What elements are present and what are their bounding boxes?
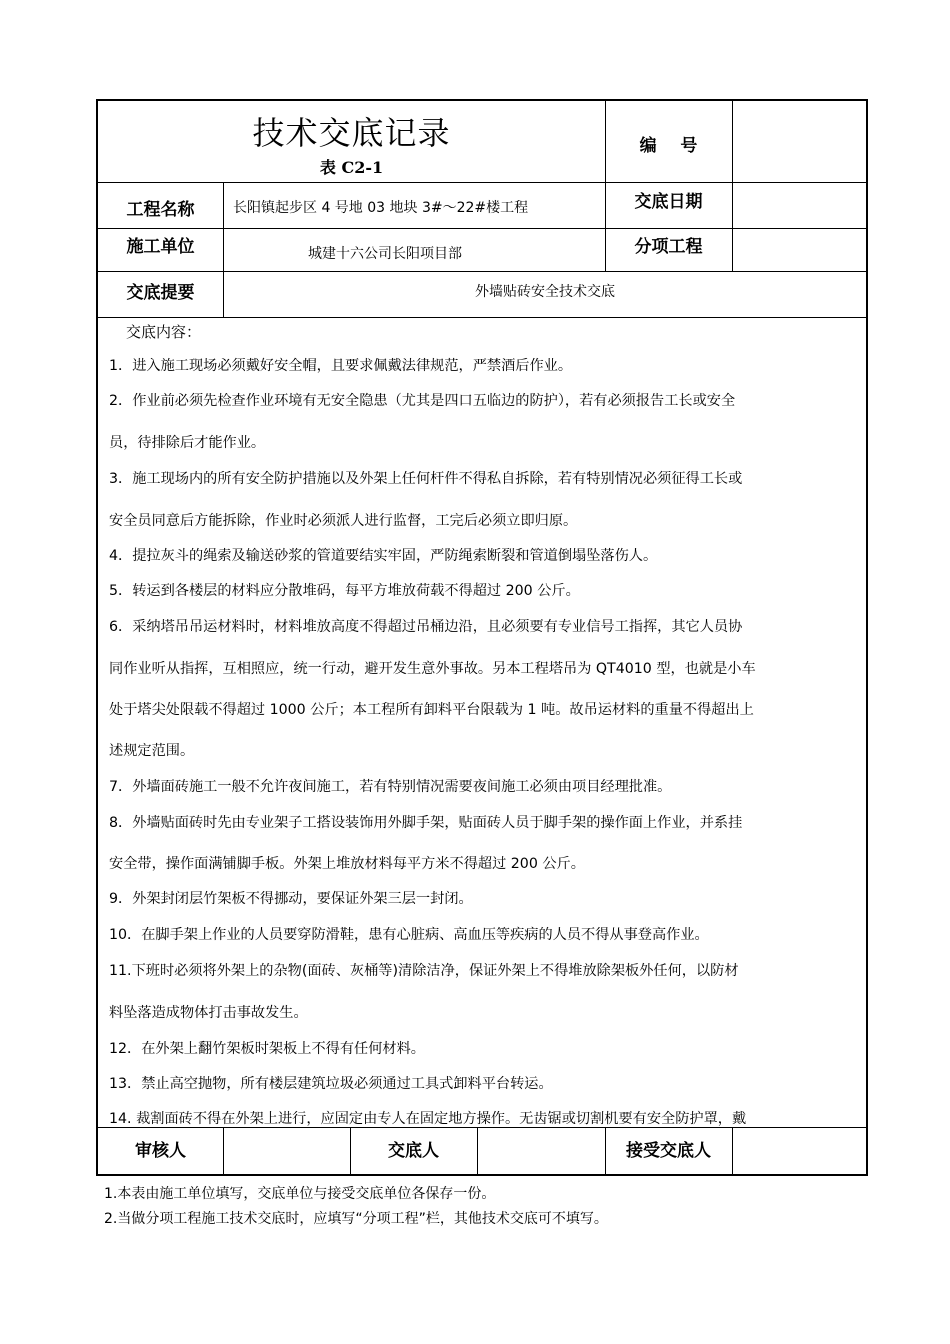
project-name-value: 长阳镇起步区 4 号地 03 地块 3#～22#楼工程	[233, 200, 529, 216]
content-line: 7．外墙面砖施工一般不允许夜间施工，若有特别情况需要夜间施工必须由项目经理批准。	[109, 779, 672, 795]
summary-label: 交底提要	[126, 283, 195, 303]
content-line: 员，待排除后才能作业。	[109, 435, 266, 451]
content-line: 8．外墙贴面砖时先由专业架子工搭设装饰用外脚手架，贴面砖人员于脚手架的操作面上作业，并系挂	[109, 815, 743, 831]
content-line: 同作业听从指挥，互相照应，统一行动，避开发生意外事故。另本工程塔吊为 QT4010 型，也就是小车	[109, 661, 756, 677]
content-line: 料坠落造成物体打击事故发生。	[109, 1005, 308, 1021]
content-line: 10．在脚手架上作业的人员要穿防滑鞋，患有心脏病、高血压等疾病的人员不得从事登高作业。	[109, 927, 709, 943]
row-divider	[98, 182, 866, 183]
presenter-label: 交底人	[388, 1141, 439, 1161]
col-divider	[223, 1127, 224, 1176]
project-name-label: 工程名称	[126, 200, 195, 220]
footnote: 1.本表由施工单位填写，交底单位与接受交底单位各保存一份。	[104, 1186, 496, 1202]
row-divider	[98, 271, 866, 272]
content-line: 4．提拉灰斗的绳索及输送砂浆的管道要结实牢固，严防绳索断裂和管道倒塌坠落伤人。	[109, 548, 658, 564]
content-line: 11.下班时必须将外架上的杂物(面砖、灰桶等)清除洁净，保证外架上不得堆放除架板外任何，以防材	[109, 963, 739, 979]
subitem-label: 分项工程	[634, 237, 703, 257]
row-divider	[98, 228, 866, 229]
content-line: 12．在外架上翻竹架板时架板上不得有任何材料。	[109, 1041, 425, 1057]
row-divider	[98, 1127, 866, 1128]
content-line: 9．外架封闭层竹架板不得挪动，要保证外架三层一封闭。	[109, 891, 473, 907]
technical-disclosure-form	[96, 99, 868, 1176]
col-divider	[477, 1127, 478, 1176]
number-label: 编 号	[639, 136, 698, 156]
content-line: 述规定范围。	[109, 743, 195, 759]
content-line: 6．采纳塔吊吊运材料时，材料堆放高度不得超过吊桶边沿，且必须要有专业信号工指挥，其它人员协	[109, 619, 743, 635]
content-line: 5．转运到各楼层的材料应分散堆码，每平方堆放荷载不得超过 200 公斤。	[109, 583, 580, 599]
contractor-value: 城建十六公司长阳项目部	[308, 246, 462, 262]
content-line: 3．施工现场内的所有安全防护措施以及外架上任何杆件不得私自拆除，若有特别情况必须征得工长或	[109, 471, 743, 487]
col-divider	[732, 101, 733, 272]
reviewer-label: 审核人	[135, 1141, 186, 1161]
content-line: 13．禁止高空抛物，所有楼层建筑垃圾必须通过工具式卸料平台转运。	[109, 1076, 553, 1092]
date-label: 交底日期	[634, 192, 703, 212]
content-line: 安全员同意后方能拆除，作业时必须派人进行监督，工完后必须立即归原。	[109, 513, 578, 529]
content-line: 2．作业前必须先检查作业环境有无安全隐患（尤其是四口五临边的防护），若有必须报告工长或安全	[109, 393, 736, 409]
form-title: 技术交底记录	[252, 114, 451, 152]
summary-value: 外墙贴砖安全技术交底	[475, 284, 615, 300]
receiver-label: 接受交底人	[626, 1141, 711, 1161]
footnote: 2.当做分项工程施工技术交底时，应填写“分项工程”栏，其他技术交底可不填写。	[104, 1211, 608, 1227]
content-line: 1．进入施工现场必须戴好安全帽，且要求佩戴法律规范，严禁酒后作业。	[109, 358, 573, 374]
row-divider	[98, 317, 866, 318]
form-code: 表 C2-1	[319, 158, 384, 177]
content-heading: 交底内容：	[126, 323, 202, 341]
col-divider	[732, 1127, 733, 1176]
content-line: 处于塔尖处限载不得超过 1000 公斤；本工程所有卸料平台限载为 1 吨。故吊运材料的重量不得超出上	[109, 702, 754, 718]
content-line: 安全带，操作面满铺脚手板。外架上堆放材料每平方米不得超过 200 公斤。	[109, 856, 585, 872]
disclosure-content	[100, 319, 866, 1127]
contractor-label: 施工单位	[126, 237, 195, 257]
content-line: 14. 裁割面砖不得在外架上进行，应固定由专人在固定地方操作。无齿锯或切割机要有安全防护罩，戴	[109, 1111, 747, 1127]
